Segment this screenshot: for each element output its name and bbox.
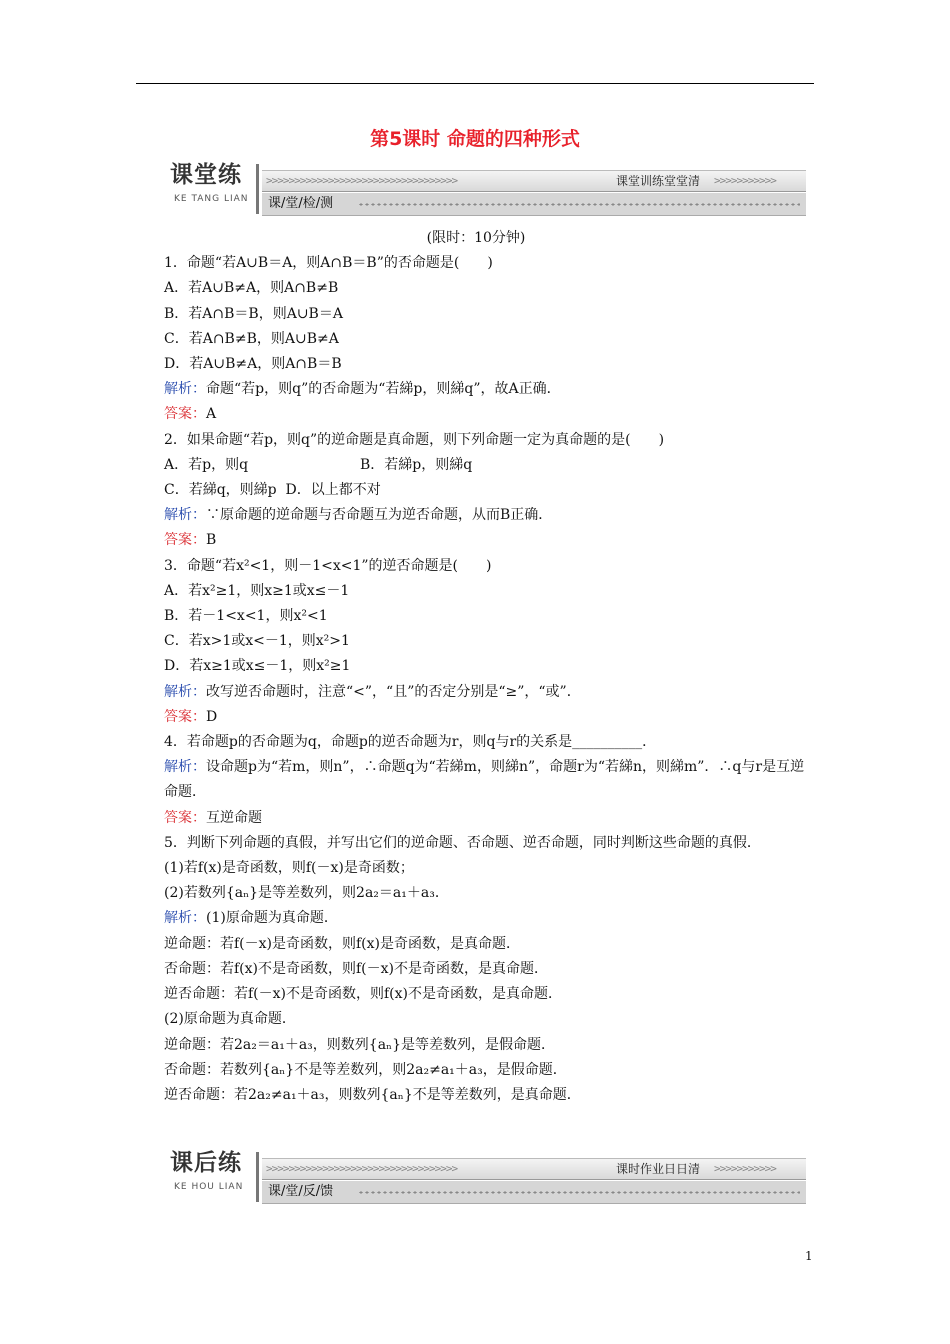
solution-text: 命题“若p，则q”的否命题为“若綈p，则綈q”，故A正确． [206,381,561,398]
solution-line: 否命题：若f(x)不是奇函数，则f(－x)不是奇函数，是真命题． [164,960,549,977]
banner-slogan-bar [262,1158,806,1180]
option: A．若x²≥1，则x≥1或x≤－1 [164,582,350,599]
answer [136,528,816,553]
solution [136,503,816,528]
sub-question: (1)若f(x)是奇函数，则f(－x)是奇函数； [164,860,414,877]
header-rule [136,83,814,84]
banner-arrows-left: >>>>>>>>>>>>>>>>>>>>>>>>>>>>>>>>>> [266,174,458,187]
option: A．若A∪B≠A，则A∩B≠B [164,280,339,297]
banner-divider [256,1152,259,1202]
banner-logo-pinyin: KE TANG LIAN [174,194,249,204]
solution-line: (2)原命题为真命题． [164,1011,296,1028]
option: D．以上都不对 [285,482,381,499]
option-row [136,478,816,503]
banner-after-class-practice [170,1148,806,1204]
time-limit: (限时：10分钟) [426,230,526,246]
answer [136,402,816,427]
solution-line: 逆否命题：若2a₂≠a₁＋a₃，则数列{aₙ}不是等差数列，是真命题． [164,1086,581,1103]
solution-line: 逆否命题：若f(－x)不是奇函数，则f(x)不是奇函数，是真命题． [164,986,563,1003]
option-row [136,453,816,478]
option: D．若A∪B≠A，则A∩B＝B [164,356,342,373]
banner-in-class-practice [170,160,806,216]
option: A．若p，则q [164,456,249,473]
banner-slogan: 课堂训练堂堂清 [616,174,701,188]
answer-text: B [206,532,217,549]
solution-line: 逆命题：若f(－x)是奇函数，则f(x)是奇函数，是真命题． [164,935,521,952]
solution-label: 解析： [164,507,206,524]
answer-label: 答案： [164,406,206,423]
banner-arrows-left: >>>>>>>>>>>>>>>>>>>>>>>>>>>>>>>>>> [266,1162,458,1175]
solution-text: ∵原命题的逆命题与否命题互为逆否命题，从而B正确． [206,507,553,524]
answer-text: D [206,708,218,725]
banner-logo-pinyin: KE HOU LIAN [174,1182,244,1192]
solution-line: 逆命题：若2a₂＝a₁＋a₃，则数列{aₙ}是等差数列，是假命题． [164,1036,556,1053]
page-title: 第5课时 命题的四种形式 [370,128,580,150]
banner-section-bar [262,193,806,216]
solution-label: 解析： [164,759,206,776]
banner-slogan-bar [262,170,806,192]
answer-text: A [206,406,217,423]
solution-label: 解析： [164,381,206,398]
question-5: 5．判断下列命题的真假，并写出它们的逆命题、否命题、逆否命题，同时判断这些命题的真假． [164,834,761,851]
banner-slogan: 课时作业日日清 [616,1162,701,1176]
solution-text: 改写逆否命题时，注意“<”，“且”的否定分别是“≥”，“或”． [206,683,581,700]
answer-text: 互逆命题 [206,809,262,826]
section-heading: 课/堂/反/馈 [268,1184,334,1199]
option: C．若A∩B≠B，则A∪B≠A [164,330,339,347]
page-number: 1 [805,1249,813,1263]
solution-line: 否命题：若数列{aₙ}不是等差数列，则2a₂≠a₁＋a₃，是假命题． [164,1061,567,1078]
question-4: 4．若命题p的否命题为q，命题p的逆否命题为r，则q与r的关系是__________． [164,734,657,751]
question-2: 2．如果命题“若p，则q”的逆命题是真命题，则下列命题一定为真命题的是( ) [164,431,665,448]
solution-label: 解析： [164,910,206,927]
solution-text: (1)原命题为真命题． [206,910,338,927]
banner-logo: 课堂练 [170,162,242,188]
sub-question: (2)若数列{aₙ}是等差数列，则2a₂＝a₁＋a₃． [164,885,449,902]
solution [136,680,816,705]
answer-label: 答案： [164,532,206,549]
option: C．若x>1或x<－1，则x²>1 [164,633,350,650]
option: B．若－1<x<1，则x²<1 [164,608,328,625]
answer-label: 答案： [164,809,206,826]
dotted-rule [358,203,800,206]
question-1: 1．命题“若A∪B＝A，则A∩B＝B”的否命题是( ) [164,255,493,272]
banner-arrows-right: >>>>>>>>>>> [714,174,776,187]
answer [136,806,816,831]
exercise-content [136,226,816,1108]
solution-label: 解析： [164,683,206,700]
banner-logo: 课后练 [170,1150,242,1176]
banner-arrows-right: >>>>>>>>>>> [714,1162,776,1175]
option: B．若A∩B＝B，则A∪B＝A [164,305,343,322]
option: C．若綈q，则綈p [164,482,277,499]
banner-divider [256,164,259,214]
section-heading: 课/堂/检/测 [268,196,334,211]
option: D．若x≥1或x≤－1，则x²≥1 [164,658,351,675]
answer [136,705,816,730]
option: B．若綈p，则綈q [360,456,473,473]
dotted-rule [358,1191,800,1194]
solution-text: 设命题p为“若m，则n”，∴命题q为“若綈m，则綈n”，命题r为“若綈n，则綈m”．∴q与r是互逆命题． [164,759,805,801]
solution [136,755,816,805]
banner-section-bar [262,1181,806,1204]
answer-label: 答案： [164,708,206,725]
question-3: 3．命题“若x²<1，则－1<x<1”的逆否命题是( ) [164,557,492,574]
solution [136,377,816,402]
solution [136,906,816,931]
